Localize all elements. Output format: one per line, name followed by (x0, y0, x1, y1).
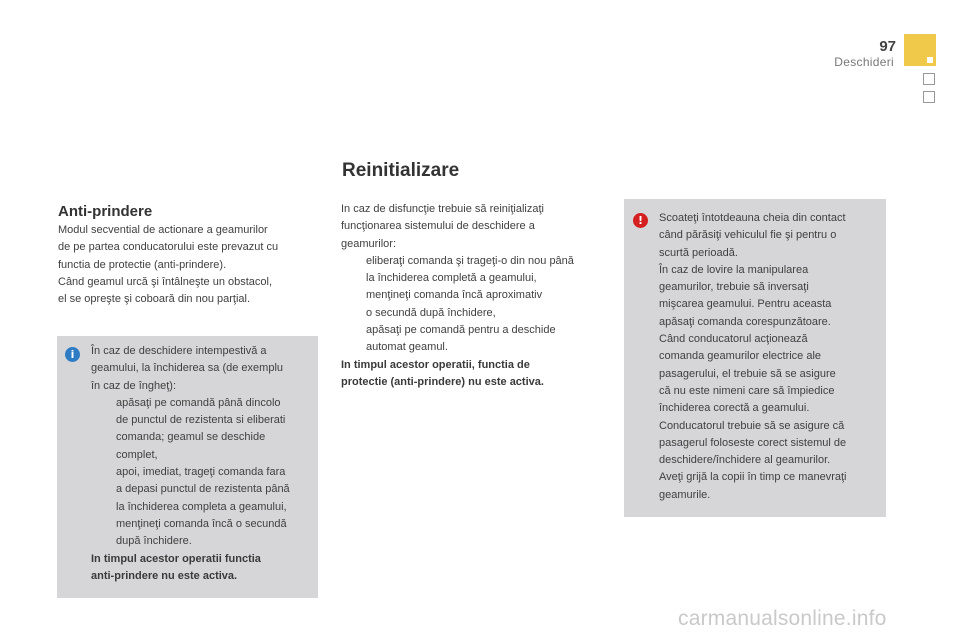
page-number: 97 (879, 38, 896, 55)
text-line: închiderea corectă a geamului. (659, 402, 810, 415)
text-line: geamurilor: (341, 237, 397, 250)
text-line: de pe partea conducatorului este prevazut cu (58, 241, 279, 254)
chapter-tab[interactable] (923, 91, 935, 103)
list-item (341, 253, 611, 288)
warning-icon: ! (633, 213, 648, 228)
text-line: protectie (anti-prindere) nu este activa. (341, 375, 544, 388)
text-line: Când geamul urcă şi întâlneşte un obstacol, (58, 275, 273, 288)
chapter-tab-active[interactable] (904, 34, 936, 66)
chapter-title: Deschideri (834, 55, 894, 69)
text-line: el se opreşte şi coboară din nou parţial. (58, 293, 251, 306)
reinit-paragraph (341, 201, 611, 391)
tab-marker-icon (927, 57, 933, 63)
text-line: În caz de deschidere intempestivă a (91, 345, 267, 357)
anti-pinch-paragraph (58, 222, 308, 308)
list-item (91, 516, 313, 551)
warning-box (624, 199, 886, 517)
text-line: eliberaţi comanda şi trageţi-o din nou până (366, 254, 574, 267)
text-line: menţineţi comanda încă o secundă (116, 517, 287, 530)
text-line: Când conducatorul acţionează (659, 333, 808, 346)
text-line: În caz de lovire la manipularea (659, 263, 809, 276)
info-box-text (91, 343, 313, 585)
text-line: deschidere/închidere al geamurilor. (659, 454, 831, 467)
text-line: după închidere. (116, 535, 192, 548)
text-line: In timpul acestor operatii functia (91, 552, 261, 565)
text-line: funcţionarea sistemului de deschidere a (341, 220, 535, 233)
info-box (57, 336, 318, 598)
reinit-bullet-list (341, 253, 611, 357)
text-line: în caz de îngheţ): (91, 379, 176, 392)
text-line: anti-prindere nu este activa. (91, 569, 238, 582)
text-line: In caz de disfuncţie trebuie să reiniţializaţi (341, 203, 544, 215)
text-line: apăsaţi pe comandă până dincolo (116, 396, 281, 409)
text-line: apoi, imediat, trageţi comanda fara (116, 466, 286, 479)
text-line: In timpul acestor operatii, functia de (341, 358, 530, 371)
text-line: Conducatorul trebuie să se asigure că (659, 419, 845, 432)
text-line: pasagerului, el trebuie să se asigure (659, 367, 836, 380)
list-item (341, 322, 611, 357)
text-line: comanda; geamul se deschide (116, 431, 266, 444)
text-line: geamurile. (659, 488, 711, 501)
section-title: Reinitializare (342, 160, 460, 181)
text-line: automat geamul. (366, 341, 448, 354)
text-line: de punctul de rezistenta si eliberati (116, 414, 286, 427)
text-line: o secundă după închidere, (366, 306, 496, 319)
text-line: când părăsiţi vehiculul fie şi pentru o (659, 229, 837, 242)
list-item (91, 464, 313, 516)
text-line: geamului, la închiderea sa (de exemplu (91, 362, 284, 375)
text-line: la închiderea completa a geamului, (116, 500, 287, 513)
text-line: a depasi punctul de rezistenta până (116, 483, 290, 496)
watermark: carmanualsonline.info (678, 607, 887, 630)
text-line: scurtă perioadă. (659, 246, 738, 259)
text-line: Modul secvential de actionare a geamurilor (58, 224, 268, 236)
text-line: că nu este nimeni care să împiedice (659, 384, 835, 397)
list-item (341, 287, 611, 322)
text-line: geamurilor, trebuie să inversaţi (659, 281, 809, 294)
text-line: mişcarea geamului. Pentru aceasta (659, 298, 832, 311)
list-item (91, 395, 313, 464)
text-line: functia de protectie (anti-prindere). (58, 258, 227, 271)
text-line: apăsaţi pe comandă pentru a deschide (366, 324, 556, 337)
text-line: complet, (116, 448, 158, 461)
warning-box-text (659, 210, 883, 504)
info-icon: i (65, 347, 80, 362)
text-line: Aveţi grijă la copii în timp ce manevraţi (659, 471, 847, 484)
chapter-tab[interactable] (923, 73, 935, 85)
subsection-title: Anti-prindere (58, 203, 153, 220)
info-bullet-list (91, 395, 313, 551)
text-line: la închiderea completă a geamului, (366, 272, 537, 285)
text-line: Scoateţi întotdeauna cheia din contact (659, 212, 846, 224)
text-line: menţineţi comanda încă aproximativ (366, 289, 543, 302)
text-line: apăsaţi comanda corespunzătoare. (659, 315, 831, 328)
text-line: pasagerul foloseste corect sistemul de (659, 436, 847, 449)
text-line: comanda geamurilor electrice ale (659, 350, 822, 363)
